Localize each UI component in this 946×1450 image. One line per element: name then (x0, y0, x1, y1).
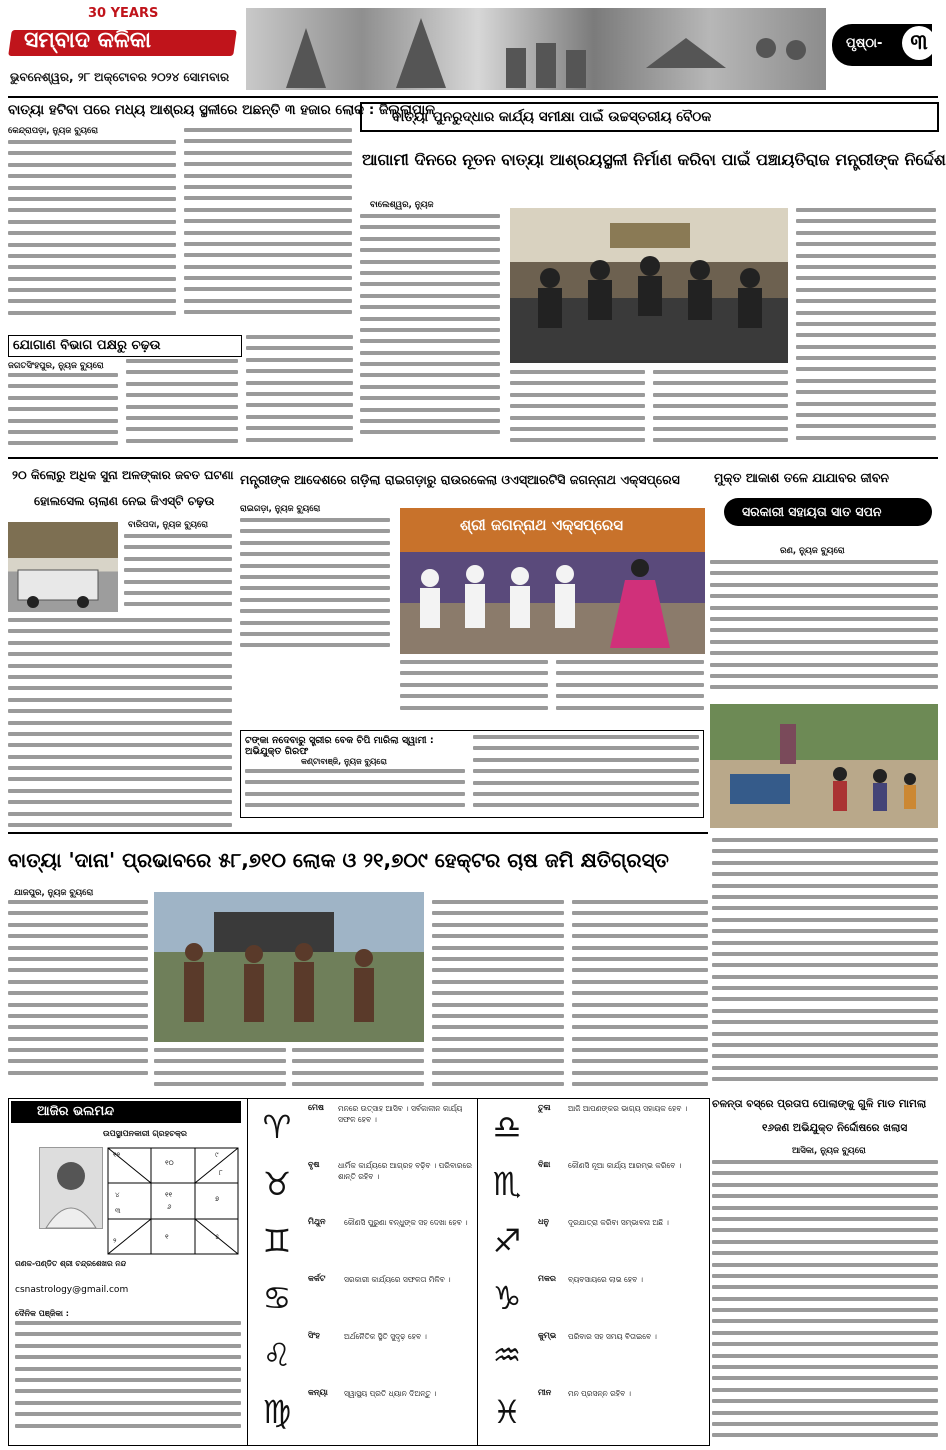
astrologer-photo (39, 1147, 103, 1229)
story-2-body-col2 (510, 370, 645, 450)
sign-text: ସ୍ୱାସ୍ଥ୍ୟ ପ୍ରତି ଧ୍ୟାନ ଦିଅନ୍ତୁ । (344, 1389, 437, 1398)
sagittarius-icon: ♐ (492, 1222, 522, 1260)
astrologer-name: ଗଣକ-ପଣ୍ଡିତ ଶ୍ରୀ ଚନ୍ଦ୍ରଶେଖର ନନ୍ଦ (15, 1259, 127, 1268)
sign-taurus (248, 1156, 478, 1213)
aquarius-icon: ♒ (492, 1336, 522, 1374)
story-2 (360, 100, 946, 453)
story-3-dateline: ଜଗତସିଂହପୁର, ନ୍ୟୁଜ ବ୍ୟୁରୋ (8, 361, 104, 371)
sign-sagittarius (478, 1213, 708, 1270)
chart-cell: ୧୧ (165, 1191, 173, 1199)
chart-cell: ୨ (113, 1237, 117, 1245)
page-number-tab (832, 24, 932, 66)
story-4-headline-1: ୨୦ କିଲୋରୁ ଅଧିକ ସୁନା ଅଳଙ୍କାର ଜବତ ଘଟଣା (12, 468, 234, 482)
sign-name: ଧନୁ (538, 1217, 549, 1226)
story-3-headline-box (8, 335, 242, 357)
story-5-dateline: ରାଇଗଡ଼ା, ନ୍ୟୁଜ ବ୍ୟୁରୋ (240, 504, 321, 514)
masthead-logo (10, 22, 235, 64)
pisces-icon: ♓ (492, 1393, 522, 1431)
story-5-body-col1 (240, 518, 390, 658)
newspaper-name: ସମ୍ବାଦ କଳିକା (24, 28, 152, 53)
story-9 (712, 1094, 938, 1444)
sign-gemini (248, 1213, 478, 1270)
story-6-body (710, 560, 938, 700)
story-2-body-col1 (360, 214, 500, 450)
story-5-headline: ମନ୍ତ୍ରୀଙ୍କ ଆଦେଶରେ ଗଡ଼ିଲା ରାଇଗଡ଼ାରୁ ରାଉରକେଲା ଓଏସ୍‌ଆରଟିସି ଜଗନ୍ନାଥ ଏକ୍ସପ୍ରେସ (240, 472, 680, 487)
story-3-body-col3 (246, 335, 353, 451)
story-4-headline-2: ହୋଲସେଲ ଚାଲାଣ ନେଇ ଜିଏସ୍‌ଟି ଚଢ଼ଉ (34, 494, 215, 508)
sign-text: ଦୂରଯାତ୍ରା କରିବା ସମ୍ଭାବନା ଅଛି । (568, 1218, 669, 1227)
libra-icon: ♎ (492, 1108, 522, 1146)
story-2-kicker-box (360, 102, 939, 132)
chart-cell: ୫ (215, 1233, 220, 1241)
horoscope-chart-title: ଉପସ୍ଥାପନକାରୀ ଗ୍ରହଚକ୍ର (103, 1129, 187, 1138)
masthead (0, 0, 945, 96)
meeting-photo (510, 208, 788, 363)
gst-office-photo (8, 522, 118, 612)
horoscope-title-box (11, 1101, 241, 1123)
story-1-body (8, 140, 176, 330)
story-2-kicker: ବାତ୍ୟା ପୁନରୁଦ୍ଧାର କାର୍ଯ୍ୟ ସମୀକ୍ଷା ପାଇଁ ଉଚ୍ଚସ୍ତରୀୟ ବୈଠକ (392, 109, 712, 125)
story-7-body-col2 (473, 735, 699, 815)
story-9-headline-2: ୧୬ଜଣ ଅଭିଯୁକ୍ତ ନିର୍ଦ୍ଦୋଷରେ ଖଲାସ (762, 1122, 908, 1134)
flood-relief-photo (154, 892, 424, 1042)
sign-cancer (248, 1270, 478, 1327)
sign-scorpio (478, 1156, 708, 1213)
story-8-body-col1 (8, 900, 148, 1090)
story-2-body-col4 (796, 208, 936, 450)
masthead-badge: 30 YEARS (88, 6, 159, 21)
astrologer-email[interactable]: csnastrology@gmail.com (15, 1285, 129, 1295)
story-4-body-side (124, 534, 232, 614)
story-9-dateline: ଆସିକା, ନ୍ୟୁଜ ବ୍ୟୁରୋ (792, 1146, 866, 1156)
story-6-continued (712, 838, 938, 1088)
chart-cell: ୧୦ (165, 1159, 174, 1167)
grahachakra-chart (107, 1147, 239, 1255)
story-5-photo-banner: ଶ୍ରୀ ଜଗନ୍ନାଥ ଏକ୍ସପ୍ରେସ (460, 516, 624, 534)
story-9-headline-1: ଚଳନ୍ତା ବସ୍‌ରେ ପ୍ରତାପ ପୋଲାଙ୍କୁ ଗୁଳି ମାଡ ମାମଲା (712, 1098, 927, 1110)
sign-name: ମେଷ (308, 1103, 324, 1112)
sign-name: ମୀନ (538, 1388, 552, 1397)
story-7-body-col1 (245, 769, 465, 815)
sign-text: ଧାର୍ମିକ କାର୍ଯ୍ୟରେ ଆଗ୍ରହ ବଢ଼ିବ । ପରିବାରରେ ଶାନ୍ତି ରହିବ । (338, 1161, 472, 1181)
aries-icon: ♈ (262, 1108, 292, 1146)
sign-name: ତୁଳା (538, 1103, 551, 1112)
story-2-headline: ଆଗାମୀ ଦିନରେ ନୂତନ ବାତ୍ୟା ଆଶ୍ରୟସ୍ଥଳୀ ନିର୍ମାଣ କରିବା ପାଇଁ ପଞ୍ଚାୟତିରାଜ ମନ୍ତ୍ରୀଙ୍କ ନିର୍ଦ୍ଦେଶ (362, 150, 946, 169)
sign-aries (248, 1099, 478, 1156)
sign-text: ମନରେ ଉତ୍ସାହ ଆସିବ । ସର୍ବକାଳୀନ କାର୍ଯ୍ୟ ସଫଳ ହେବ । (338, 1104, 463, 1124)
sign-text: ମନ ପ୍ରସନ୍ନ ରହିବ । (568, 1389, 631, 1398)
story-4-dateline: ବାରିପଦା, ନ୍ୟୁଜ ବ୍ୟୁରୋ (128, 520, 209, 530)
story-6-headline-1: ମୁକ୍ତ ଆକାଶ ତଳେ ଯାଯାବର ଜୀବନ (714, 470, 889, 485)
story-3-body (8, 373, 118, 451)
story-8-body-col4 (432, 900, 564, 1092)
story-4 (8, 462, 233, 840)
astrologer-avatar (40, 1148, 102, 1228)
panchang-body (15, 1321, 241, 1441)
chart-cell: ୭ (215, 1195, 220, 1203)
story-8-body-col3 (292, 1048, 424, 1092)
story-6-photo (710, 704, 938, 828)
story-9-body (712, 1160, 938, 1442)
story-8-headline: ବାତ୍ୟା 'ଦାନା' ପ୍ରଭାବରେ ୫୮,୭୧୦ ଲୋକ ଓ ୨୧,୭୦୯ ହେକ୍ଟର ଚାଷ ଜମି କ୍ଷତିଗ୍ରସ୍ତ (8, 848, 669, 872)
story-7-dateline: କଣ୍ଟାବାଞ୍ଜି, ନ୍ୟୁଜ ବ୍ୟୁରୋ (301, 757, 387, 766)
story-6-dateline: ରଣ, ନ୍ୟୁଜ ବ୍ୟୁରୋ (780, 546, 845, 556)
masthead-photo-collage (246, 8, 826, 90)
story-2-dateline: ବାଲେଶ୍ୱର, ନ୍ୟୁଜ (370, 200, 434, 210)
story-8-dateline: ଯାଜପୁର, ନ୍ୟୁଜ ବ୍ୟୁରୋ (14, 888, 94, 898)
story-7 (240, 730, 704, 818)
chart-cell: ୧୨ (113, 1151, 121, 1159)
story-2-photo (510, 208, 788, 363)
story-8 (8, 836, 708, 1094)
story-7-headline: ଟଙ୍କା ନଦେବାରୁ ସ୍ତ୍ରୀର ବେକ ଚିପି ମାରିଲା ସ୍ୱାମୀ : ଅଭିଯୁକ୍ତ ଗିରଫ (245, 735, 434, 757)
story-3-headline: ଯୋଗାଣ ବିଭାଗ ପକ୍ଷରୁ ଚଢ଼ଉ (13, 338, 161, 353)
sign-pisces (478, 1384, 708, 1443)
sign-name: ବିଛା (538, 1160, 551, 1169)
sign-name: ସିଂହ (308, 1331, 320, 1340)
sign-name: କର୍କଟ (308, 1274, 326, 1283)
chart-cell: ୯ (215, 1151, 219, 1159)
chart-cell: ୧ (165, 1233, 169, 1241)
sign-name: କୁମ୍ଭ (538, 1331, 557, 1340)
chart-cell: ୬ (167, 1203, 172, 1211)
chart-cell: ୩ (115, 1207, 121, 1215)
sign-text: ଆଜି ଆପଣଙ୍କର ଭାଗ୍ୟ ସହାୟକ ହେବ । (568, 1104, 688, 1113)
story-6-headline-2-box (724, 498, 932, 526)
capricorn-icon: ♑ (492, 1279, 522, 1317)
chart-cell: ୮ (219, 1169, 223, 1177)
panchang-label: ଦୈନିକ ପଞ୍ଜିକା : (15, 1309, 69, 1318)
horoscope-title: ଆଜିର ଭଲମନ୍ଦ (37, 1104, 115, 1119)
story-5-photo (400, 508, 705, 654)
sign-virgo (248, 1384, 478, 1443)
cancer-icon: ♋ (262, 1279, 292, 1317)
sign-capricorn (478, 1270, 708, 1327)
sign-leo (248, 1327, 478, 1384)
sign-text: କୌଣସି ନୂଆ କାର୍ଯ୍ୟ ଆରମ୍ଭ କରିବେ । (568, 1161, 682, 1170)
story-8-photo (154, 892, 424, 1042)
sign-text: ବ୍ୟବସାୟରେ ଲାଭ ହେବ । (568, 1275, 643, 1284)
story-2-body-col3 (653, 370, 788, 450)
leo-icon: ♌ (262, 1336, 292, 1374)
sign-name: ବୃଷ (308, 1160, 320, 1169)
sign-name: ମକର (538, 1274, 556, 1283)
sign-text: କୌଣସି ପୁରୁଣା ବନ୍ଧୁଙ୍କ ସହ ଦେଖା ହେବ । (344, 1218, 468, 1227)
story-4-photo (8, 522, 118, 612)
story-6 (710, 462, 938, 830)
nomad-camp-photo (710, 704, 938, 828)
express-launch-photo (400, 508, 705, 654)
story-5 (240, 462, 705, 724)
story-6-headline-2: ସରକାରୀ ସହାୟତା ସାତ ସପନ (742, 504, 882, 519)
story-4-body (8, 618, 232, 838)
story-8-body-col2 (154, 1048, 286, 1092)
dateline: ଭୁବନେଶ୍ୱର, ୨୮ ଅକ୍ଟୋବର ୨୦୨୪ ସୋମବାର (10, 70, 230, 84)
story-5-body-col2 (400, 660, 548, 724)
sign-aquarius (478, 1327, 708, 1384)
chart-cell: ୪ (115, 1191, 120, 1199)
virgo-icon: ♍ (262, 1393, 292, 1431)
story-5-body-col3 (556, 660, 704, 724)
story-3 (8, 335, 353, 453)
masthead-photo-strip (246, 8, 826, 90)
story-3-body-col2 (126, 359, 238, 451)
signs-col-1 (247, 1099, 478, 1445)
sign-text: ସରକାରୀ କାର୍ଯ୍ୟରେ ସଫଳତା ମିଳିବ । (344, 1275, 451, 1284)
sign-text: ଅର୍ଥନୈତିକ ସ୍ଥିତି ସୁଦୃଢ଼ ହେବ । (344, 1332, 427, 1341)
scorpio-icon: ♏ (492, 1165, 522, 1203)
page-label: ପୃଷ୍ଠା- (846, 36, 883, 51)
sign-name: ମିଥୁନ (308, 1217, 326, 1226)
page-number: ୩ (902, 26, 936, 60)
story-8-body-col5 (572, 900, 708, 1092)
story-1-body-col2 (184, 128, 352, 330)
story-1-headline: ବାତ୍ୟା ହଟିବା ପରେ ମଧ୍ୟ ଆଶ୍ରୟ ସ୍ଥଳୀରେ ଅଛନ୍ତି ୩ ହଜାର ଲୋକ : ଜିଲ୍ଲାପାଳ (8, 102, 435, 118)
story-1-dateline: କେନ୍ଦ୍ରାପଡ଼ା, ନ୍ୟୁଜ ବ୍ୟୁରୋ (8, 126, 99, 136)
signs-col-2 (477, 1099, 708, 1445)
horoscope-section (8, 1098, 710, 1446)
sign-text: ପରିବାର ସହ ସମୟ ବିତାଇବେ । (568, 1332, 657, 1341)
sign-name: କନ୍ୟା (308, 1388, 328, 1397)
taurus-icon: ♉ (262, 1165, 292, 1203)
gemini-icon: ♊ (262, 1222, 292, 1260)
sign-libra (478, 1099, 708, 1156)
